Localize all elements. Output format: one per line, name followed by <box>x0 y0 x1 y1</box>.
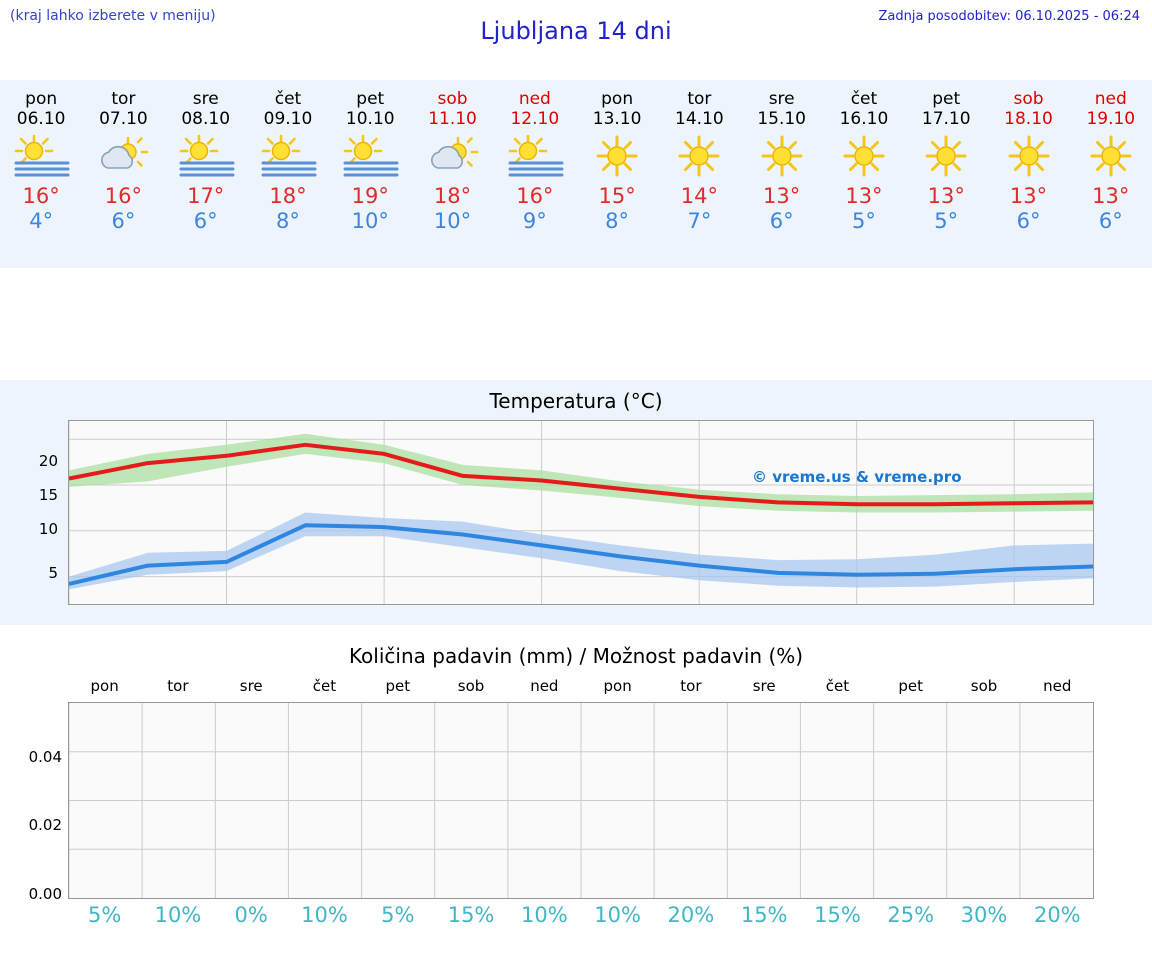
forecast-day[interactable] <box>905 80 987 268</box>
day-name: sob <box>1013 89 1044 109</box>
day-name: pet <box>932 89 961 109</box>
day-name: ned <box>518 89 551 109</box>
forecast-day[interactable] <box>741 80 823 268</box>
day-min-temp: 10° <box>433 209 472 233</box>
prec-ytick-002: 0.02 <box>28 816 62 834</box>
precip-probability: 20% <box>667 903 715 927</box>
sun-icon <box>987 133 1069 179</box>
day-date: 10.10 <box>345 109 395 129</box>
day-max-temp: 16° <box>22 184 60 208</box>
precipitation-chart <box>0 640 1152 975</box>
day-min-temp: 6° <box>769 209 794 233</box>
sun-icon <box>823 133 905 179</box>
temperature-chart-title: Temperatura (°C) <box>489 389 663 413</box>
precip-day-label: tor <box>680 677 702 695</box>
temp-ytick-20: 20 <box>38 452 58 470</box>
day-name: sre <box>768 89 795 109</box>
day-name: pet <box>356 89 385 109</box>
day-max-temp: 13° <box>927 184 965 208</box>
day-date: 18.10 <box>1004 109 1053 129</box>
day-date: 13.10 <box>592 109 642 129</box>
day-min-temp: 6° <box>1016 209 1041 233</box>
sun-behind-haze-icon <box>0 133 82 179</box>
precip-probability: 0% <box>234 903 268 927</box>
day-min-temp: 10° <box>351 209 389 233</box>
day-max-temp: 18° <box>433 184 472 208</box>
forecast-day[interactable] <box>0 80 82 268</box>
day-max-temp: 18° <box>269 184 307 208</box>
day-min-temp: 4° <box>29 209 54 233</box>
day-min-temp: 8° <box>605 209 630 233</box>
day-name: čet <box>274 89 302 109</box>
day-name: čet <box>850 89 878 109</box>
day-min-temp: 5° <box>852 209 876 233</box>
sun-icon <box>576 133 658 179</box>
menu-note: (kraj lahko izberete v meniju) <box>10 8 216 24</box>
precip-day-label: sre <box>239 677 263 695</box>
prec-ytick-000: 0.00 <box>28 885 62 903</box>
prec-ytick-004: 0.04 <box>28 748 62 766</box>
precipitation-plot-area <box>68 702 1094 899</box>
day-min-temp: 7° <box>687 209 712 233</box>
forecast-day[interactable] <box>165 80 247 268</box>
precip-day-label: ned <box>1043 677 1072 695</box>
day-name: pon <box>25 89 58 109</box>
sun-behind-haze-icon <box>165 133 247 179</box>
day-max-temp: 13° <box>845 184 883 208</box>
day-min-temp: 6° <box>193 209 218 233</box>
temp-ytick-10: 10 <box>38 520 58 538</box>
watermark-label: © vreme.us & vreme.pro <box>752 468 962 486</box>
precip-probability: 20% <box>1033 903 1081 927</box>
precip-day-label: sob <box>970 677 998 695</box>
forecast-day[interactable] <box>987 80 1069 268</box>
precip-probability: 15% <box>814 903 861 927</box>
day-max-temp: 13° <box>1092 184 1130 208</box>
day-name: sre <box>192 89 219 109</box>
temp-ytick-15: 15 <box>38 486 58 504</box>
precipitation-svg <box>69 703 1093 898</box>
forecast-day[interactable] <box>329 80 411 268</box>
day-date: 19.10 <box>1086 109 1136 129</box>
day-max-temp: 19° <box>351 184 389 208</box>
precip-day-label: ned <box>530 677 559 695</box>
sun-behind-haze-icon <box>247 133 329 179</box>
precip-day-label: pon <box>603 677 632 695</box>
forecast-days <box>0 80 1152 268</box>
precipitation-day-labels <box>68 677 1094 695</box>
sun-icon <box>905 133 987 179</box>
precip-day-label: čet <box>312 677 337 695</box>
sun-icon <box>1070 133 1152 179</box>
day-max-temp: 17° <box>187 184 225 208</box>
forecast-day[interactable] <box>82 80 164 268</box>
day-max-temp: 16° <box>516 184 554 208</box>
precip-probability: 10% <box>520 903 568 927</box>
day-date: 11.10 <box>428 109 477 129</box>
forecast-day[interactable] <box>494 80 576 268</box>
day-name: sob <box>437 89 468 109</box>
precip-day-label: čet <box>825 677 850 695</box>
forecast-day[interactable] <box>658 80 740 268</box>
day-date: 06.10 <box>16 109 66 129</box>
precip-probability: 25% <box>887 903 935 927</box>
precip-probability: 10% <box>594 903 641 927</box>
day-date: 16.10 <box>839 109 889 129</box>
day-name: tor <box>687 89 712 109</box>
temperature-svg <box>69 421 1093 604</box>
temp-ytick-5: 5 <box>48 564 58 582</box>
forecast-strip <box>0 80 1152 268</box>
day-date: 12.10 <box>510 109 560 129</box>
day-date: 07.10 <box>99 109 148 129</box>
day-min-temp: 9° <box>522 209 547 233</box>
precipitation-probability-row <box>68 903 1094 927</box>
forecast-day[interactable] <box>823 80 905 268</box>
day-max-temp: 13° <box>1009 184 1048 208</box>
precip-probability: 5% <box>381 903 415 927</box>
temperature-plot-area <box>68 420 1094 605</box>
precip-day-label: pet <box>385 677 411 695</box>
precipitation-chart-title: Količina padavin (mm) / Možnost padavin (%) <box>348 644 804 668</box>
sun-behind-haze-icon <box>494 133 576 179</box>
day-name: pon <box>601 89 634 109</box>
day-min-temp: 6° <box>111 209 136 233</box>
last-updated-label: Zadnja posodobitev: 06.10.2025 - 06:24 <box>878 9 1140 24</box>
sun-behind-cloud-icon <box>411 133 493 179</box>
day-min-temp: 8° <box>276 209 300 233</box>
precip-day-label: pon <box>90 677 119 695</box>
day-max-temp: 13° <box>763 184 801 208</box>
day-max-temp: 16° <box>104 184 143 208</box>
sun-behind-haze-icon <box>329 133 411 179</box>
forecast-day[interactable] <box>247 80 329 268</box>
precip-day-label: sob <box>457 677 485 695</box>
precip-probability: 10% <box>301 903 348 927</box>
page-header <box>0 0 1152 62</box>
day-date: 15.10 <box>757 109 806 129</box>
day-date: 17.10 <box>921 109 971 129</box>
day-max-temp: 14° <box>680 184 718 208</box>
sun-icon <box>741 133 823 179</box>
precip-day-label: sre <box>752 677 776 695</box>
sun-behind-cloud-icon <box>82 133 164 179</box>
day-name: ned <box>1094 89 1127 109</box>
forecast-day[interactable] <box>576 80 658 268</box>
day-max-temp: 15° <box>598 184 636 208</box>
precip-probability: 15% <box>740 903 788 927</box>
day-date: 14.10 <box>675 109 724 129</box>
precip-probability: 10% <box>154 903 202 927</box>
temperature-chart <box>0 380 1152 625</box>
day-date: 09.10 <box>263 109 313 129</box>
page-title: Ljubljana 14 dni <box>480 17 672 45</box>
precip-probability: 5% <box>87 903 122 927</box>
day-name: tor <box>111 89 136 109</box>
precip-day-label: pet <box>898 677 924 695</box>
forecast-day[interactable] <box>411 80 493 268</box>
day-date: 08.10 <box>181 109 231 129</box>
precip-probability: 15% <box>447 903 495 927</box>
sun-icon <box>658 133 740 179</box>
precip-probability: 30% <box>960 903 1008 927</box>
precip-day-label: tor <box>167 677 189 695</box>
day-min-temp: 6° <box>1098 209 1123 233</box>
forecast-day[interactable] <box>1070 80 1152 268</box>
day-min-temp: 5° <box>934 209 959 233</box>
